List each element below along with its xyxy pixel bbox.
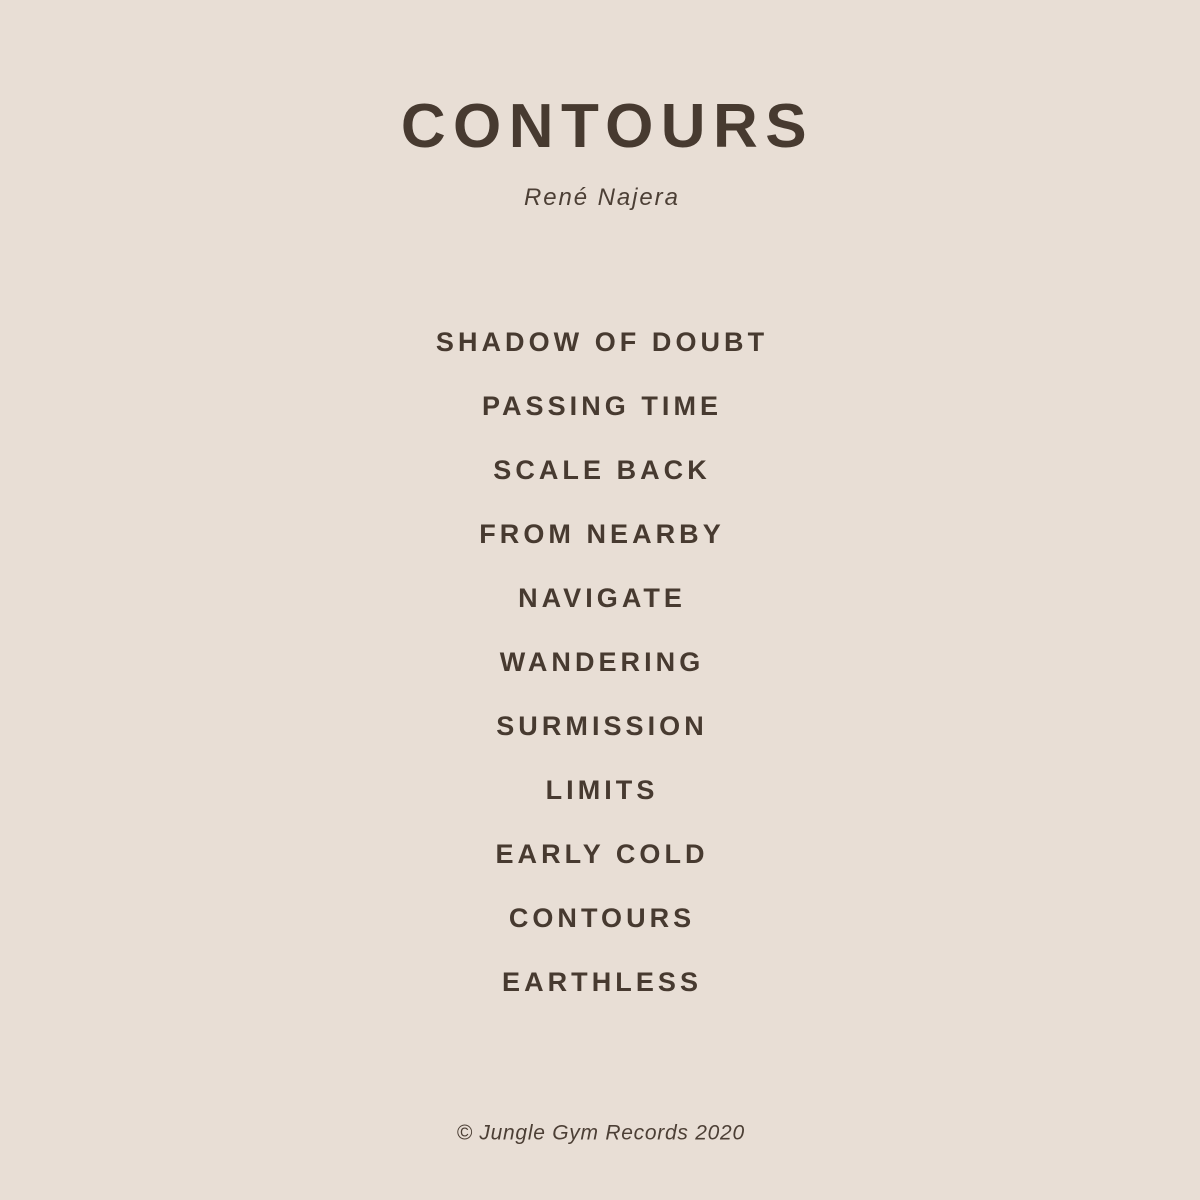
track-item: WANDERING: [499, 646, 705, 677]
track-item: CONTOURS: [508, 902, 696, 933]
track-item: SCALE BACK: [493, 454, 711, 485]
track-item: FROM NEARBY: [479, 518, 725, 549]
track-item: EARTHLESS: [502, 966, 702, 997]
track-item: PASSING TIME: [481, 390, 723, 421]
album-title: CONTOURS: [400, 92, 815, 161]
record-label-copyright: © Jungle Gym Records 2020: [456, 1121, 745, 1145]
track-item: EARLY COLD: [495, 838, 709, 869]
track-item: SURMISSION: [496, 710, 708, 741]
tracklist: [0, 310, 1200, 1014]
track-item: LIMITS: [545, 774, 659, 805]
track-item: NAVIGATE: [518, 582, 686, 613]
track-item: SHADOW OF DOUBT: [435, 326, 769, 357]
album-artist: René Najera: [523, 184, 680, 211]
